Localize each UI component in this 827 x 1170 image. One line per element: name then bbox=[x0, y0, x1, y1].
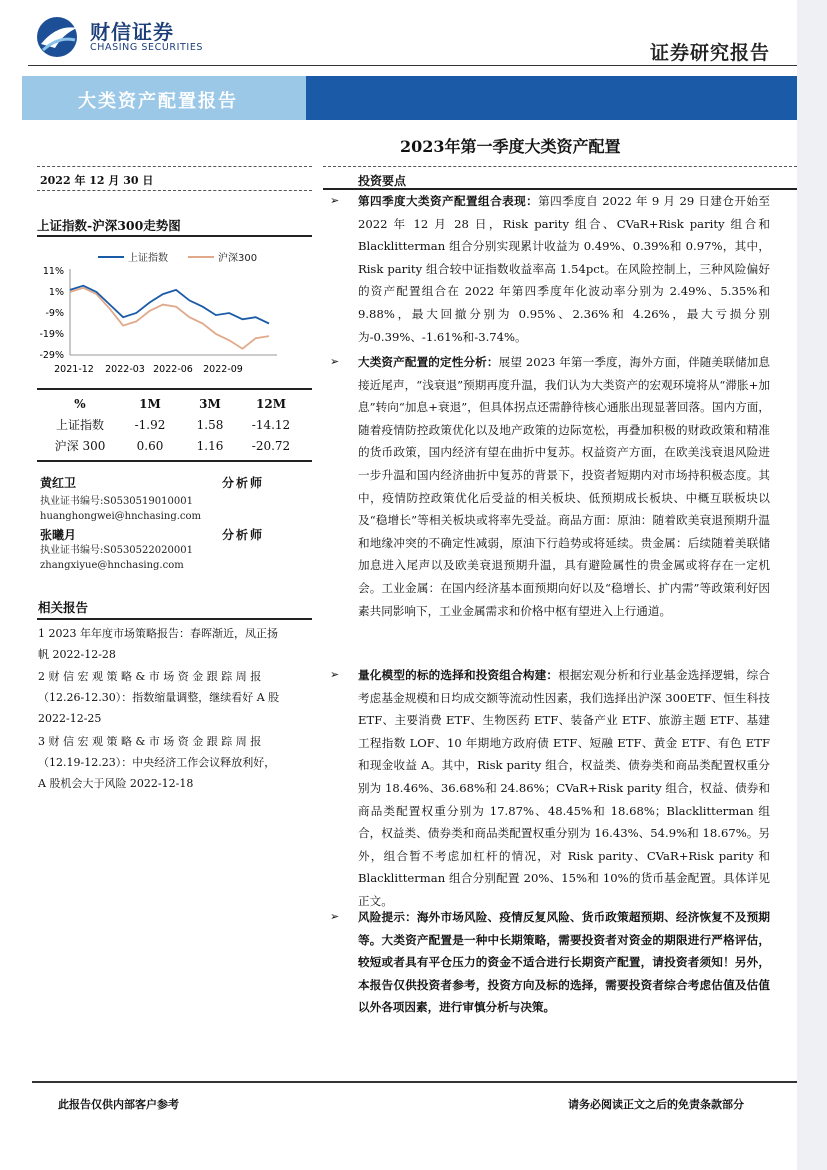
arrow-bullet-icon: ➢ bbox=[330, 355, 340, 368]
index-line-chart bbox=[37, 262, 287, 378]
y-tick-label: 1% bbox=[48, 287, 64, 298]
table-header-cell: % bbox=[74, 396, 86, 411]
related-report-line: 2 财 信 宏 观 策 略 & 市 场 资 金 跟 踪 周 报 bbox=[38, 670, 262, 683]
related-report-item[interactable] bbox=[38, 666, 308, 729]
footer-divider bbox=[32, 1081, 797, 1083]
arrow-bullet-icon: ➢ bbox=[330, 194, 340, 207]
divider bbox=[37, 618, 312, 620]
table-cell: 沪深 300 bbox=[54, 439, 106, 453]
table-header-row bbox=[40, 393, 302, 414]
divider bbox=[37, 235, 312, 237]
bullet-heading: 风险提示： bbox=[358, 910, 417, 924]
analyst-cert: 执业证书编号:S0530522020001 bbox=[40, 545, 193, 556]
company-name-en: CHASING SECURITIES bbox=[90, 42, 204, 53]
analyst-role: 分析师 bbox=[222, 476, 265, 490]
analyst-email[interactable]: zhangxiyue@hnchasing.com bbox=[40, 560, 184, 571]
related-report-line: 2022-12-25 bbox=[38, 712, 102, 725]
bullet-heading: 第四季度大类资产配置组合表现： bbox=[358, 194, 539, 208]
table-cell: -20.72 bbox=[251, 438, 291, 453]
related-report-line: 1 2023 年年度市场策略报告：春晖渐近，凤正扬 bbox=[38, 627, 278, 640]
legend-swatch-csi300 bbox=[188, 256, 214, 258]
table-header-cell: 1M bbox=[139, 396, 161, 411]
report-date: 2022 年 12 月 30 日 bbox=[40, 174, 154, 187]
bullet-heading: 量化模型的标的选择和投资组合构建： bbox=[358, 668, 559, 682]
x-tick-label: 2021-12 bbox=[54, 364, 94, 375]
bullet-body: 展望 2023 年第一季度，海外方面，伴随美联储加息接近尾声，“浅衰退”预期再度升温，我们认为大类资产的宏观环境将从“滞胀+加息”转向“加息+衰退”，但具体拐点还需静待核心通胀出现显著回落。国内方面，随着疫情防控政策优化以及地产政策的边际宽松，再叠加积极的财政政策和精准的货币政策，国内经济有望在曲折中复苏。权益资产方面，在欧美浅衰退风险进一步升温和国内经济曲折中复苏的背景下，投资者短期内对市场持积极态度。其中，疫情防控政策优化后受益的相关板块、低预期成长板块、中概互联板块以及“稳增长”等相关板块或将率先受益。商品方面：原油：随着欧美衰退预期升温和地缘冲突的不确定性减弱，原油下行趋势或将延续。贵金属：后续随着美联储加息进入尾声以及欧美衰退预期升温，具有避险属性的贵金属或将存在一定机会。工业金属：在国内经济基本面预期向好以及“稳增长、扩内需”等政策利好因素共同影响下，工业金属需求和价格中枢有望进入上行通道。 bbox=[358, 355, 770, 618]
performance-table bbox=[40, 393, 302, 456]
x-tick-label: 2022-06 bbox=[153, 364, 193, 375]
legend-label-csi300: 沪深300 bbox=[218, 253, 258, 264]
bullet-paragraph bbox=[358, 664, 770, 913]
table-cell: -14.12 bbox=[251, 417, 291, 432]
divider bbox=[37, 166, 312, 167]
document-title: 2023年第一季度大类资产配置 bbox=[400, 137, 621, 156]
y-tick-label: 11% bbox=[42, 266, 64, 277]
divider bbox=[37, 190, 312, 191]
bullet-heading: 大类资产配置的定性分析： bbox=[358, 355, 499, 369]
footer-note: 此报告仅供内部客户参考 bbox=[58, 1098, 179, 1111]
bullet-body: 海外市场风险、疫情反复风险、货币政策超预期、经济恢复不及预期等。大类资产配置是一种中长期策略，需要投资者对资金的期限进行严格评估，较短或者具有平仓压力的资金不适合进行长期资产配置，请投资者须知！另外，本报告仅供投资者参考，投资方向及标的选择，需要投资者综合考虑估值及估值以外各项因素，进行审慎分析与决策。 bbox=[358, 910, 770, 1015]
chart-title: 上证指数-沪深300走势图 bbox=[37, 218, 181, 233]
table-row bbox=[40, 414, 302, 435]
report-type: 证券研究报告 bbox=[650, 42, 771, 64]
table-cell: -1.92 bbox=[134, 417, 166, 432]
analyst-name: 张曦月 bbox=[40, 528, 77, 542]
table-header-cell: 12M bbox=[256, 396, 286, 411]
divider bbox=[323, 166, 797, 167]
legend-label-sse: 上证指数 bbox=[128, 253, 168, 264]
table-cell: 上证指数 bbox=[55, 418, 104, 432]
bullet-paragraph bbox=[358, 906, 770, 1019]
series-line-sse bbox=[70, 286, 269, 324]
related-report-line: （12.19-12.23）：中央经济工作会议释放利好， bbox=[38, 756, 276, 769]
bullet-paragraph bbox=[358, 190, 770, 348]
related-report-line: A 股机会大于风险 2022-12-18 bbox=[38, 777, 194, 790]
y-tick-label: -9% bbox=[45, 308, 64, 319]
bullet-paragraph bbox=[358, 351, 770, 622]
bullet-body: 根据宏观分析和行业基金选择逻辑，综合考虑基金规模和日均成交额等流动性因素，我们选择出沪深 300ETF、恒生科技 ETF、主要消费 ETF、生物医药 ETF、装备产业 ETF、旅游主题 ETF、基建工程指数 LOF、10 年期地方政府债 ETF、短融 ETF、黄金 ETF、有色 ETF 和现金收益 A。其中，Risk parity 组合，权益类、债券类和商品类配置权重分别为 18.46%、36.68%和 24.86%；CVaR+Risk parity 组合，权益、债券和商品类配置权重分别为 17.87%、48.45%和 18.68%；Blacklitterman 组合，权益类、债券类和商品类配置权重分别为 16.43%、54.9%和 18.67%。另外，组合暂不考虑加杠杆的情况，对 Risk parity、CVaR+Risk parity 和 Blacklitterman 组合分别配置 20%、15%和 10%的货币基金配置。具体详见正文。 bbox=[358, 668, 770, 908]
banner-title: 大类资产配置报告 bbox=[78, 91, 238, 112]
related-report-line: 3 财 信 宏 观 策 略 & 市 场 资 金 跟 踪 周 报 bbox=[38, 735, 262, 748]
table-row bbox=[40, 435, 302, 456]
divider bbox=[37, 460, 312, 462]
footer-disclaimer: 请务必阅读正文之后的免责条款部分 bbox=[568, 1098, 744, 1111]
divider bbox=[37, 388, 312, 390]
arrow-bullet-icon: ➢ bbox=[330, 910, 340, 923]
related-report-line: （12.26-12.30）：指数缩量调整，继续看好 A 股 bbox=[38, 691, 280, 704]
analyst-cert: 执业证书编号:S0530519010001 bbox=[40, 496, 193, 507]
header-divider bbox=[28, 65, 797, 66]
y-tick-label: -19% bbox=[39, 329, 64, 340]
arrow-bullet-icon: ➢ bbox=[330, 668, 340, 681]
analyst-name: 黄红卫 bbox=[40, 476, 77, 490]
table-cell: 1.58 bbox=[196, 417, 224, 432]
analyst-email[interactable]: huanghongwei@hnchasing.com bbox=[40, 511, 202, 522]
side-strip bbox=[797, 0, 827, 1170]
related-reports-title: 相关报告 bbox=[38, 600, 89, 615]
summary-title: 投资要点 bbox=[358, 174, 407, 188]
table-cell: 1.16 bbox=[196, 438, 224, 453]
table-cell: 0.60 bbox=[136, 438, 164, 453]
related-report-item[interactable] bbox=[38, 623, 308, 665]
banner-right bbox=[306, 76, 797, 120]
related-report-item[interactable] bbox=[38, 731, 308, 794]
x-tick-label: 2022-09 bbox=[203, 364, 243, 375]
analyst-role: 分析师 bbox=[222, 528, 265, 542]
x-tick-label: 2022-03 bbox=[105, 364, 145, 375]
y-tick-label: -29% bbox=[39, 350, 64, 361]
table-header-cell: 3M bbox=[199, 396, 221, 411]
bullet-body: 第四季度自 2022 年 9 月 29 日建仓开始至 2022 年 12 月 28 日，Risk parity 组合、CVaR+Risk parity 组合和 Blacklitterman 组合分别实现累计收益为 0.49%、0.39%和 0.97%，其中，Risk parity 组合较中证指数收益率高 1.54pct。在风险控制上，三种风险偏好的资产配置组合在 2022 年第四季度年化波动率分别为 2.49%、5.35%和 9.88%，最大回撤分别为 0.95%、2.36%和 4.26%，最大亏损分别为-0.39%、-1.61%和-3.74%。 bbox=[358, 194, 770, 344]
company-name: 财信证券 bbox=[90, 20, 174, 44]
legend-swatch-sse bbox=[98, 256, 124, 258]
related-report-line: 帆 2022-12-28 bbox=[38, 648, 116, 661]
